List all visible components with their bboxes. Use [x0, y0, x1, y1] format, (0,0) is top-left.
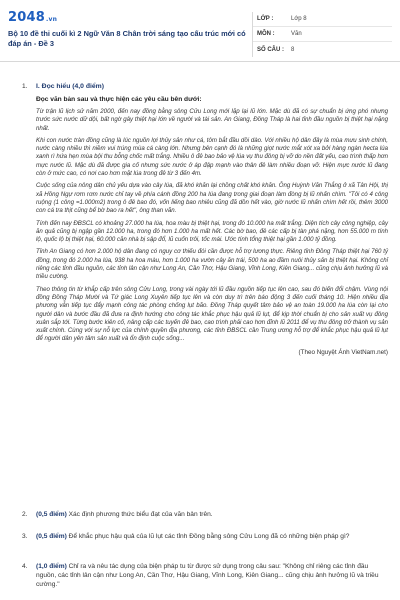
question-points: (0,5 điểm) — [36, 511, 67, 518]
reading-instruction: Đọc văn bản sau và thực hiện các yêu cầu bên dưới: — [36, 96, 202, 103]
question-number: 4. — [22, 563, 28, 570]
info-row-class — [253, 12, 392, 27]
passage-paragraph: Tỉnh An Giang có hơn 2.000 hộ dân đang có nguy cơ thiếu đói cần được hỗ trợ lương thực. Riêng tỉnh Đồng Tháp thiệt hại 760 tỷ đồng, trong đó 2.000 ha lúa, 938 ha hoa màu, hơn 1.000 ha vườn cây ăn trái, 500 ha ao đầm nuôi thủy sản bị thiệt hại. Không chỉ riêng các tỉnh đầu nguồn, các tỉnh lân cận như Long An, Cần Thơ, Hậu Giang, Vĩnh Long, Kiên Giang... cũng chịu ảnh hưởng lũ và triều cường. — [36, 248, 388, 281]
passage-source: (Theo Nguyệt Ánh VietNam.net) — [298, 348, 388, 356]
passage-paragraph: Khi con nước tràn đồng cũng là lúc nguồn lợi thủy sản như cá, tôm bắt đầu dồi dào. Với nhiều hộ dân đây là mùa mưu sinh chính, nước càng nhiều thì niềm vui trúng mùa cá càng lớn. Nhưng bên cạnh đó là những giọt nước mắt xót xa bởi hàng ngàn hecta lúa xanh rì hứa hẹn mùa bội thu bỗng chốc mất trắng. Nhiều ô đê bao bảo vệ lúa vụ thu đông bị vỡ do nền đất yếu, cao trình thấp hơn mực nước lũ. Mặc dù đã được gia cố nhưng sức nước ở áp đập mạnh vào thân đê làm nhiều đoạn vỡ. Hiện mực nước lũ đang còn ở mức cao, có nơi cao hơn mặt lúa trong đê từ 3 đến 4m. — [36, 136, 388, 178]
info-row-subject — [253, 27, 392, 42]
question-points: (1,0 điểm) — [36, 563, 67, 570]
logo-suffix: .vn — [45, 16, 58, 23]
section-title: I. Đọc hiểu (4,0 điểm) — [36, 83, 104, 90]
question-2 — [22, 510, 388, 519]
question-text: Để khắc phục hậu quả của lũ lụt các tỉnh Đồng bằng sông Cửu Long đã có những biện pháp gì? — [66, 533, 350, 540]
question-text: Chỉ ra và nêu tác dụng của biện pháp tu từ được sử dụng trong câu sau: "Không chỉ riêng các tỉnh đầu nguồn, các tỉnh lân cận như Long An, Cần Thơ, Hậu Giang, Vĩnh Long, Kiên Giang... cũng chịu ảnh hưởng lũ và triều cường." — [36, 563, 379, 588]
info-value: Lớp 8 — [291, 16, 307, 22]
passage-paragraph: Từ trận lũ lịch sử năm 2000, đến nay đồng bằng sông Cửu Long mới lặp lại lũ lớn. Mặc dù đã có sự chuẩn bị ứng phó nhưng trước sức nước dữ dội, bất ngờ gây thiệt hại lớn về người và tài sản. An Giang, Đồng Tháp là hai tỉnh đầu nguồn bị thiệt hại nặng nhất. — [36, 108, 388, 132]
document-title: Bộ 10 đề thi cuối kì 2 Ngữ Văn 8 Chân trời sáng tạo cấu trúc mới có đáp án - Đề 3 — [8, 29, 246, 48]
passage-paragraph: Tính đến nay ĐBSCL có khoảng 27.000 ha lúa, hoa màu bị thiệt hại, trong đó 10.000 ha mất trắng. Diện tích cây công nghiệp, cây ăn quả cũng bị ngập gần 12.000 ha, trong đó hơn 1.000 ha mất hết. Các bờ bao, đê các cấp bị tàn phá nặng, hơn 55.000 m tính lộ, quốc lộ bị thiệt hại, 60.000 căn nhà bị sập đổ, lũ cuốn trôi, tốc mái. Ước tính tổng thiệt hại gần 1.000 tỷ đồng. — [36, 219, 388, 244]
question-number: 1. — [22, 83, 28, 90]
document-info-table — [252, 12, 392, 57]
question-3 — [22, 532, 388, 541]
page-header — [0, 0, 400, 62]
info-key: MÔN : — [257, 31, 275, 37]
info-key: SỐ CÂU : — [257, 46, 284, 53]
info-row-question-count — [253, 42, 392, 57]
question-number: 3. — [22, 533, 28, 540]
site-logo[interactable] — [8, 10, 57, 25]
info-value: 8 — [291, 46, 295, 53]
question-number: 2. — [22, 511, 28, 518]
passage-paragraph: Theo thông tin từ khắp cấp trên sông Cửu Long, trong vài ngày tới lũ đầu nguồn tiếp tục lên cao, sau đó biến đổi chậm. Vùng nội đồng Đồng Tháp Mười và Tứ giác Long Xuyên tiếp tục lên và còn duy trì trên báo động 3 đến cuối tháng 10. Hiện nhiều địa phương vẫn tiếp tục đẩy mạnh công tác phòng chống lụt bão. Đồng Tháp quyết tâm bảo vệ an toàn 19.000 ha lúa còn lại cho người dân và bước đầu đã đưa ra định hướng cho công tác khắc phục hậu quả lũ lụt, để kịp thời chuẩn bị cho sản xuất vụ đông xuân sắp tới. Từng bước kiên cố, nâng cấp các tuyến đê bao, cao trình phải cao hơn đỉnh lũ 2011 để vụ thu đông trở thành vụ sản xuất chính. Cùng với sự nỗ lực của chính quyền địa phương, các tỉnh ĐBSCL cần Trung ương hỗ trợ để khắc phục hậu quả lũ lụt để người dân yên tâm sản xuất và ổn định cuộc sống... — [36, 285, 388, 343]
question-text: Xác định phương thức biểu đạt của văn bản trên. — [66, 511, 213, 518]
logo-text: 2048 — [8, 10, 45, 25]
question-1 — [22, 82, 388, 357]
question-points: (0,5 điểm) — [36, 533, 67, 540]
info-value: Văn — [291, 31, 302, 37]
info-key: LỚP : — [257, 16, 274, 22]
passage-paragraph: Cuộc sống của nông dân chủ yếu dựa vào cây lúa, đã khó khăn lại chồng chất khó khăn. Ông Huỳnh Văn Thắng ở xã Tân Hội, thị xã Hồng Ngự rơm rơm nước chỉ tay về phía cánh đồng 200 ha lúa đang trong giai đoạn làm đòng bị lũ nhấn chìm. "Tôi có 4 công ruộng (1 công =1.000m2) trong ô đê bao đó, vốn liếng bao nhiêu cũng đã dồn hết vào, giờ nước lũ nhấn chìm hết rồi, thêm 3000 con cá tra thịt cũng bể bờ bao ra hết", ông than vãn. — [36, 182, 388, 215]
question-4 — [22, 562, 388, 589]
